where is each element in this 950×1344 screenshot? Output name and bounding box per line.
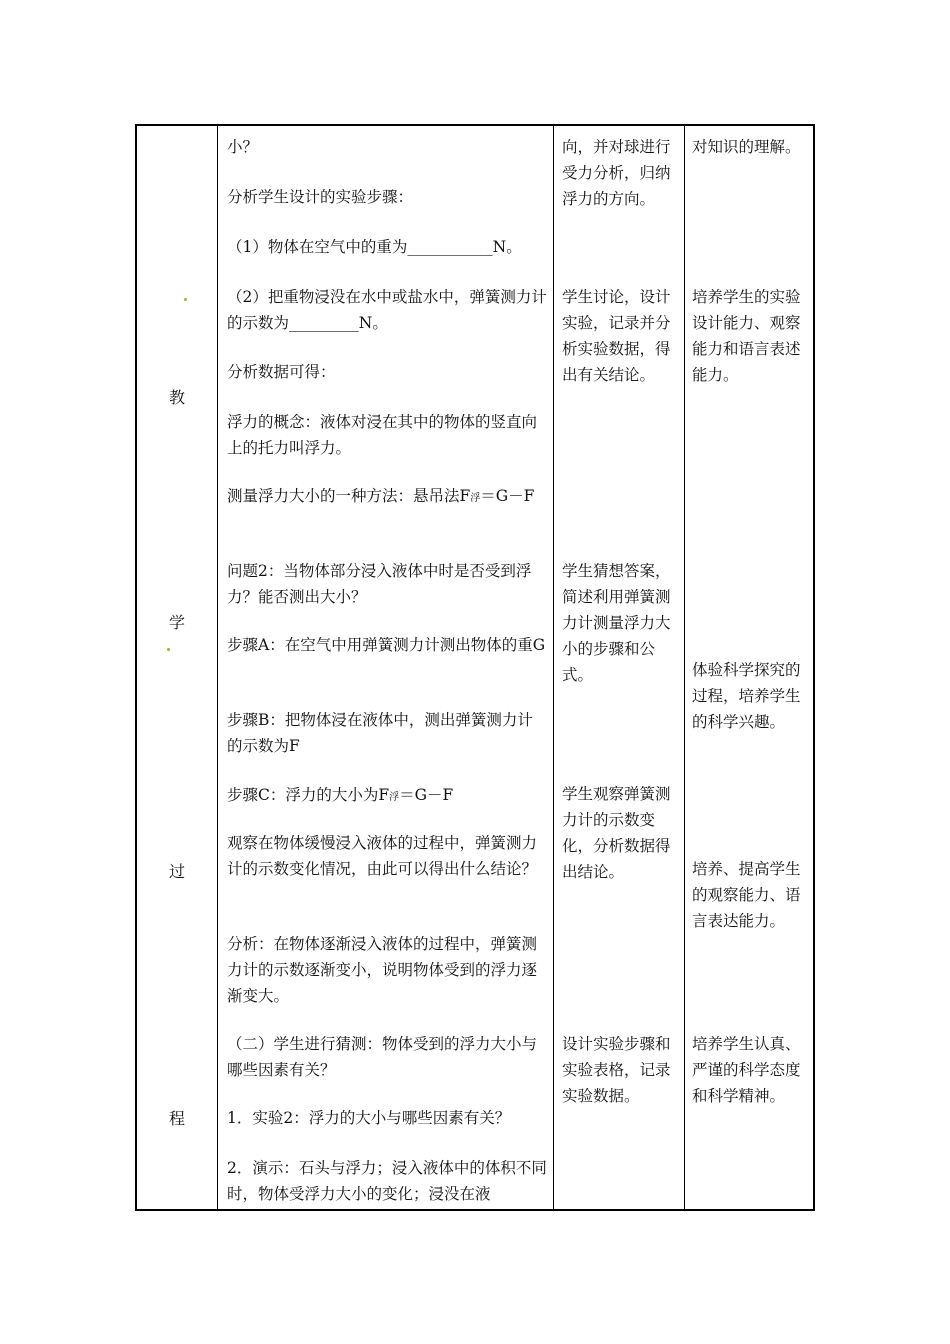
formula-subscript: 浮 — [470, 493, 481, 504]
design-intent: 培养、提高学生的观察能力、语言表达能力。 — [692, 860, 801, 930]
content-paragraph: 1．实验2：浮力的大小与哪些因素有关？ — [227, 1109, 511, 1127]
blank-line: _________N。 — [289, 314, 388, 332]
section-label-column — [137, 126, 217, 1209]
student-activity: 学生讨论，设计实验，记录并分析实验数据，得出有关结论。 — [562, 288, 671, 384]
lesson-table — [135, 124, 815, 1211]
content-paragraph: 问题2：当物体部分浸入液体中时是否受到浮力？能否测出大小？ — [227, 562, 532, 606]
column-divider — [553, 126, 554, 1209]
student-activity: 学生猜想答案，简述利用弹簧测力计测量浮力大小的步骤和公式。 — [562, 562, 671, 684]
student-activity: 设计实验步骤和实验表格，记录实验数据。 — [562, 1035, 671, 1105]
column-divider — [684, 126, 685, 1209]
column-divider — [217, 126, 218, 1209]
content-paragraph — [227, 234, 547, 260]
content-paragraph: 2．演示：石头与浮力；浸入液体中的体积不同时，物体受浮力大小的变化；浸没在液 — [227, 1159, 547, 1203]
content-paragraph: 分析：在物体逐渐浸入液体的过程中，弹簧测力计的示数逐渐变小，说明物体受到的浮力逐渐变大。 — [227, 935, 538, 1005]
content-paragraph: 分析数据可得： — [227, 363, 336, 381]
decorative-dot — [184, 298, 187, 301]
design-intent: 对知识的理解。 — [692, 138, 801, 156]
student-activity: 向，并对球进行受力分析，归纳浮力的方向。 — [562, 138, 671, 208]
section-label-char: 过 — [168, 862, 185, 881]
content-paragraph: 步骤B：把物体浸在液体中，测出弹簧测力计的示数为F — [227, 711, 533, 755]
formula-subscript: 浮 — [389, 792, 400, 803]
design-intent: 培养学生认真、严谨的科学态度和科学精神。 — [692, 1035, 801, 1105]
content-paragraph — [227, 284, 547, 336]
step-text: （1）物体在空气中的重为 — [227, 238, 408, 256]
blank-line: ___________N。 — [407, 238, 522, 256]
content-paragraph: 分析学生设计的实验步骤： — [227, 188, 414, 206]
content-paragraph: 浮力的概念：液体对浸在其中的物体的竖直向上的托力叫浮力。 — [227, 413, 538, 457]
content-paragraph — [227, 782, 547, 811]
section-label-char: 程 — [168, 1109, 185, 1128]
content-paragraph: （二）学生进行猜测：物体受到的浮力大小与哪些因素有关？ — [227, 1035, 538, 1079]
section-label-char: 学 — [168, 613, 185, 632]
section-label-char: 教 — [168, 388, 185, 407]
formula-text: 测量浮力大小的一种方法：悬吊法F — [227, 487, 471, 505]
decorative-dot — [167, 648, 170, 651]
content-paragraph: 小？ — [227, 138, 259, 156]
formula-text: ＝G－F — [399, 786, 454, 804]
formula-text: ＝G－F — [480, 487, 535, 505]
step-text: （2）把重物浸没在水中或盐水中，弹簧测力计的示数为 — [227, 288, 547, 332]
design-intent: 培养学生的实验设计能力、观察能力和语言表述能力。 — [692, 288, 801, 384]
content-paragraph — [227, 483, 547, 512]
content-paragraph: 观察在物体缓慢浸入液体的过程中，弹簧测力计的示数变化情况，由此可以得出什么结论？ — [227, 834, 538, 878]
formula-text: 步骤C：浮力的大小为F — [227, 786, 390, 804]
design-intent: 体验科学探究的过程，培养学生的科学兴趣。 — [692, 661, 801, 731]
student-activity: 学生观察弹簧测力计的示数变化，分析数据得出结论。 — [562, 785, 671, 881]
content-paragraph: 步骤A：在空气中用弹簧测力计测出物体的重G — [227, 636, 546, 654]
